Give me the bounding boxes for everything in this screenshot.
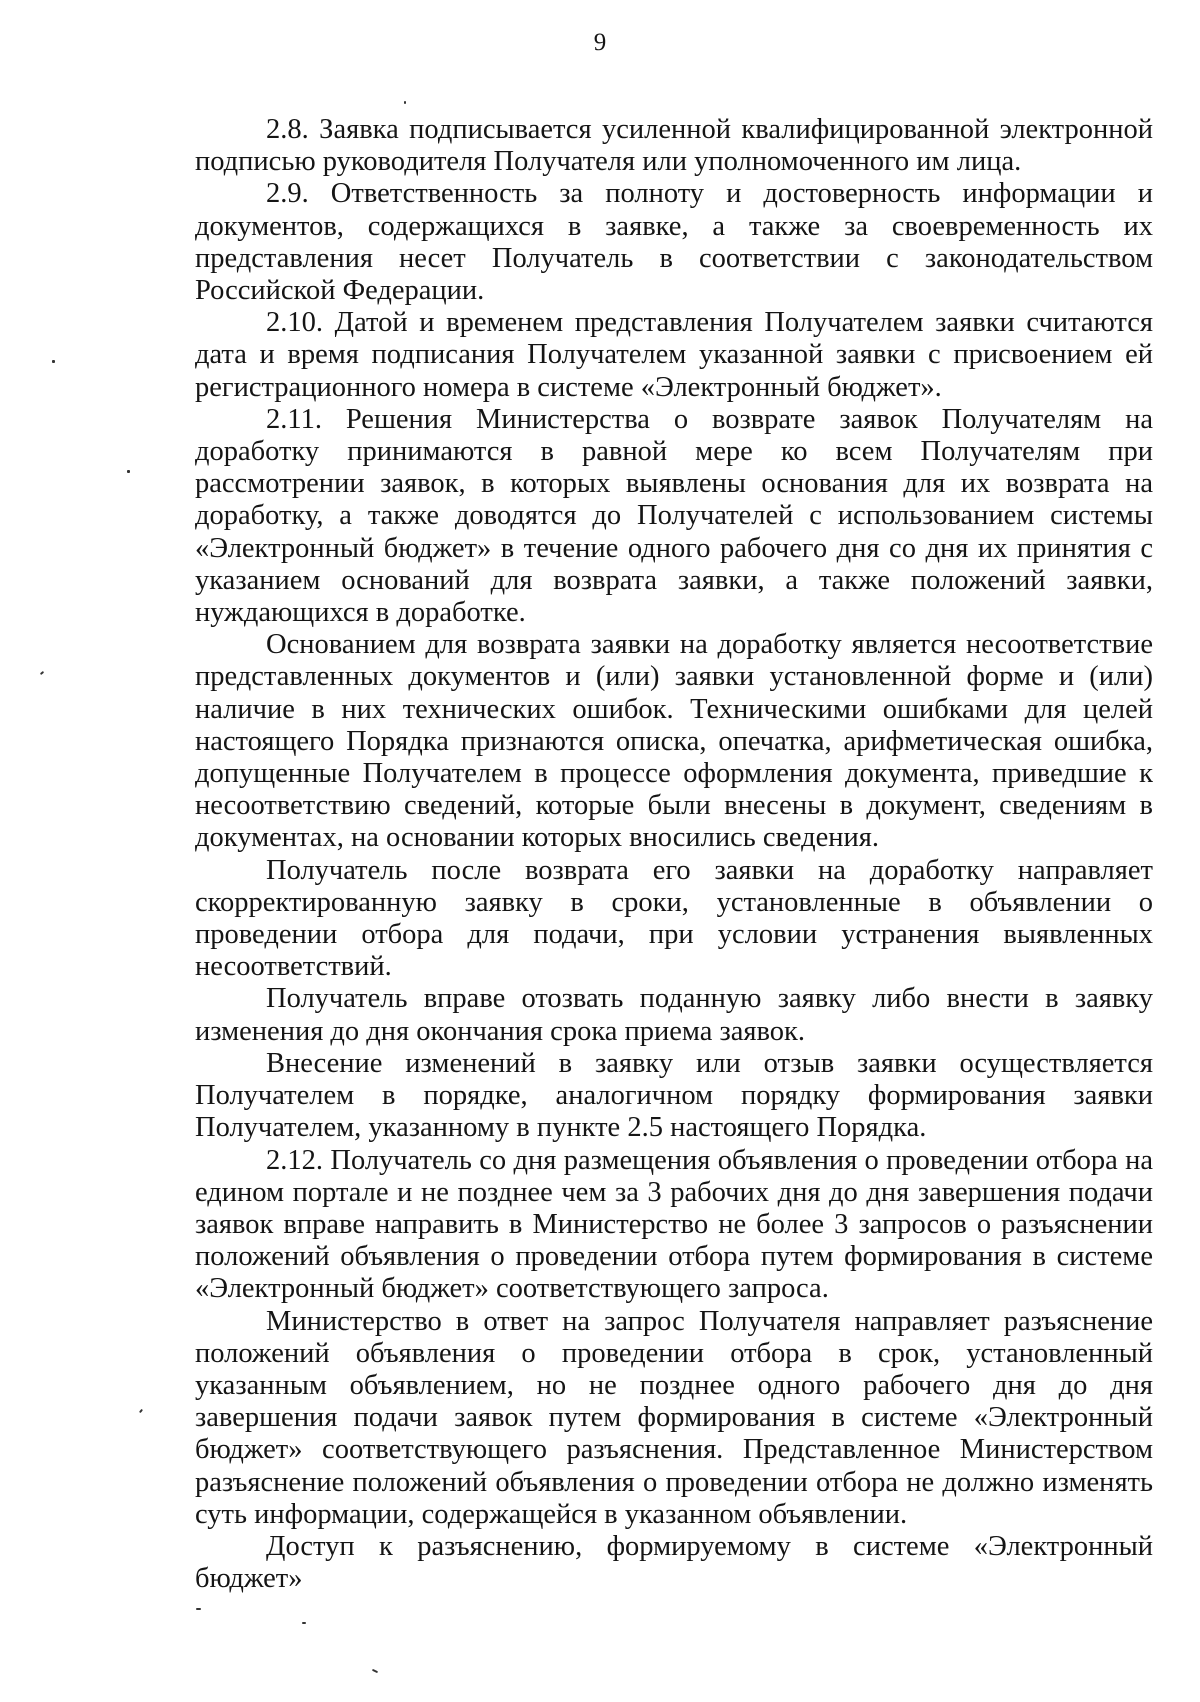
paragraph-2-8: 2.8. Заявка подписывается усиленной квалифицированной электронной подписью руководителя Получателя или уполномоченного им лица. [195,114,1153,178]
paragraph-withdrawal: Получатель вправе отозвать поданную заявку либо внести в заявку изменения до дня окончания срока приема заявок. [195,983,1153,1047]
paragraph-2-12: 2.12. Получатель со дня размещения объявления о проведении отбора на едином портале и не позднее чем за 3 рабочих дня до дня завершения подачи заявок вправе направить в Министерство не более 3 запросов о разъяснении положений объявления о проведении отбора путем формирования в системе «Электронный бюджет» соответствующего запроса. [195,1144,1153,1305]
paragraph-changes: Внесение изменений в заявку или отзыв заявки осуществляется Получателем в порядке, аналогичном порядку формирования заявки Получателем, указанному в пункте 2.5 настоящего Порядка. [195,1047,1153,1144]
paragraph-resubmission: Получатель после возврата его заявки на доработку направляет скорректированную заявку в сроки, установленные в объявлении о проведении отбора для подачи, при условии устранения выявленных несоответствий. [195,854,1153,983]
scan-speck [196,1608,201,1610]
scan-speck [139,1409,143,1413]
scan-speck [127,470,130,473]
scan-speck [302,1622,306,1624]
paragraph-2-11: 2.11. Решения Министерства о возврате заявок Получателям на доработку принимаются в равной мере ко всем Получателям при рассмотрении заявок, в которых выявлены основания для их возврата на доработку, а также доводятся до Получателей с использованием системы «Электронный бюджет» в течение одного рабочего дня со дня их принятия с указанием оснований для возврата заявки, а также положений заявки, нуждающихся в доработке. [195,403,1153,629]
scan-speck [372,1669,378,1673]
document-body [195,114,1153,1595]
paragraph-return-grounds: Основанием для возврата заявки на доработку является несоответствие представленных документов и (или) заявки установленной форме и (или) наличие в них технических ошибок. Техническими ошибками для целей настоящего Порядка признаются описка, опечатка, арифметическая ошибка, допущенные Получателем в процессе оформления документа, приведшие к несоответствию сведений, которые были внесены в документ, сведениям в документах, на основании которых вносились сведения. [195,629,1153,854]
paragraph-clarification: Министерство в ответ на запрос Получателя направляет разъяснение положений объявления о проведении отбора в срок, установленный указанным объявлением, но не позднее одного рабочего дня до дня завершения подачи заявок путем формирования в системе «Электронный бюджет» соответствующего разъяснения. Представленное Министерством разъяснение положений объявления о проведении отбора не должно изменять суть информации, содержащейся в указанном объявлении. [195,1305,1153,1530]
scan-speck [52,360,55,363]
scan-speck [40,671,44,675]
page-number: 9 [593,29,607,56]
scan-speck [404,101,406,104]
paragraph-access: Доступ к разъяснению, формируемому в системе «Электронный бюджет» [195,1530,1153,1595]
paragraph-2-10: 2.10. Датой и временем представления Получателем заявки считаются дата и время подписания Получателем указанной заявки с присвоением ей регистрационного номера в системе «Электронный бюджет». [195,307,1153,403]
paragraph-2-9: 2.9. Ответственность за полноту и достоверность информации и документов, содержащихся в заявке, а также за своевременность их представления несет Получатель в соответствии с законодательством Российской Федерации. [195,178,1153,307]
